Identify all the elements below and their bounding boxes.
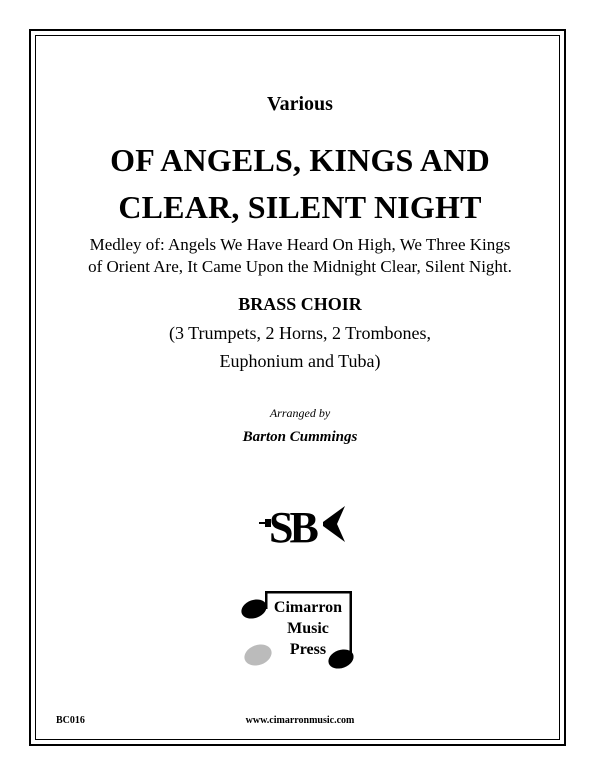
sb-logo-text: SB xyxy=(269,503,315,548)
ensemble: BRASS CHOIR xyxy=(238,294,362,314)
subtitle-line-2: of Orient Are, It Came Upon the Midnight Clear, Silent Night. xyxy=(88,257,512,276)
cimarron-logo-line-1: Cimarron xyxy=(273,599,343,616)
title-line-2: CLEAR, SILENT NIGHT xyxy=(118,189,482,225)
sb-brass-logo xyxy=(257,500,347,548)
cimarron-logo-line-2: Music xyxy=(287,620,329,637)
instrumentation-line-1: (3 Trumpets, 2 Horns, 2 Trombones, xyxy=(168,323,432,343)
arranger-name: Barton Cummings xyxy=(242,429,358,445)
title-line-1: OF ANGELS, KINGS AND xyxy=(110,142,490,178)
composer: Various xyxy=(267,93,333,115)
website-link[interactable]: www.cimarronmusic.com xyxy=(245,715,355,726)
instrumentation-line-2: Euphonium and Tuba) xyxy=(219,351,381,371)
arranged-by-label: Arranged by xyxy=(269,406,331,420)
subtitle-line-1: Medley of: Angels We Have Heard On High, We Three Kings xyxy=(89,235,511,254)
catalog-number: BC016 xyxy=(56,715,85,726)
cimarron-logo-line-3: Press xyxy=(289,641,327,658)
cimarron-music-press-logo xyxy=(236,587,361,677)
